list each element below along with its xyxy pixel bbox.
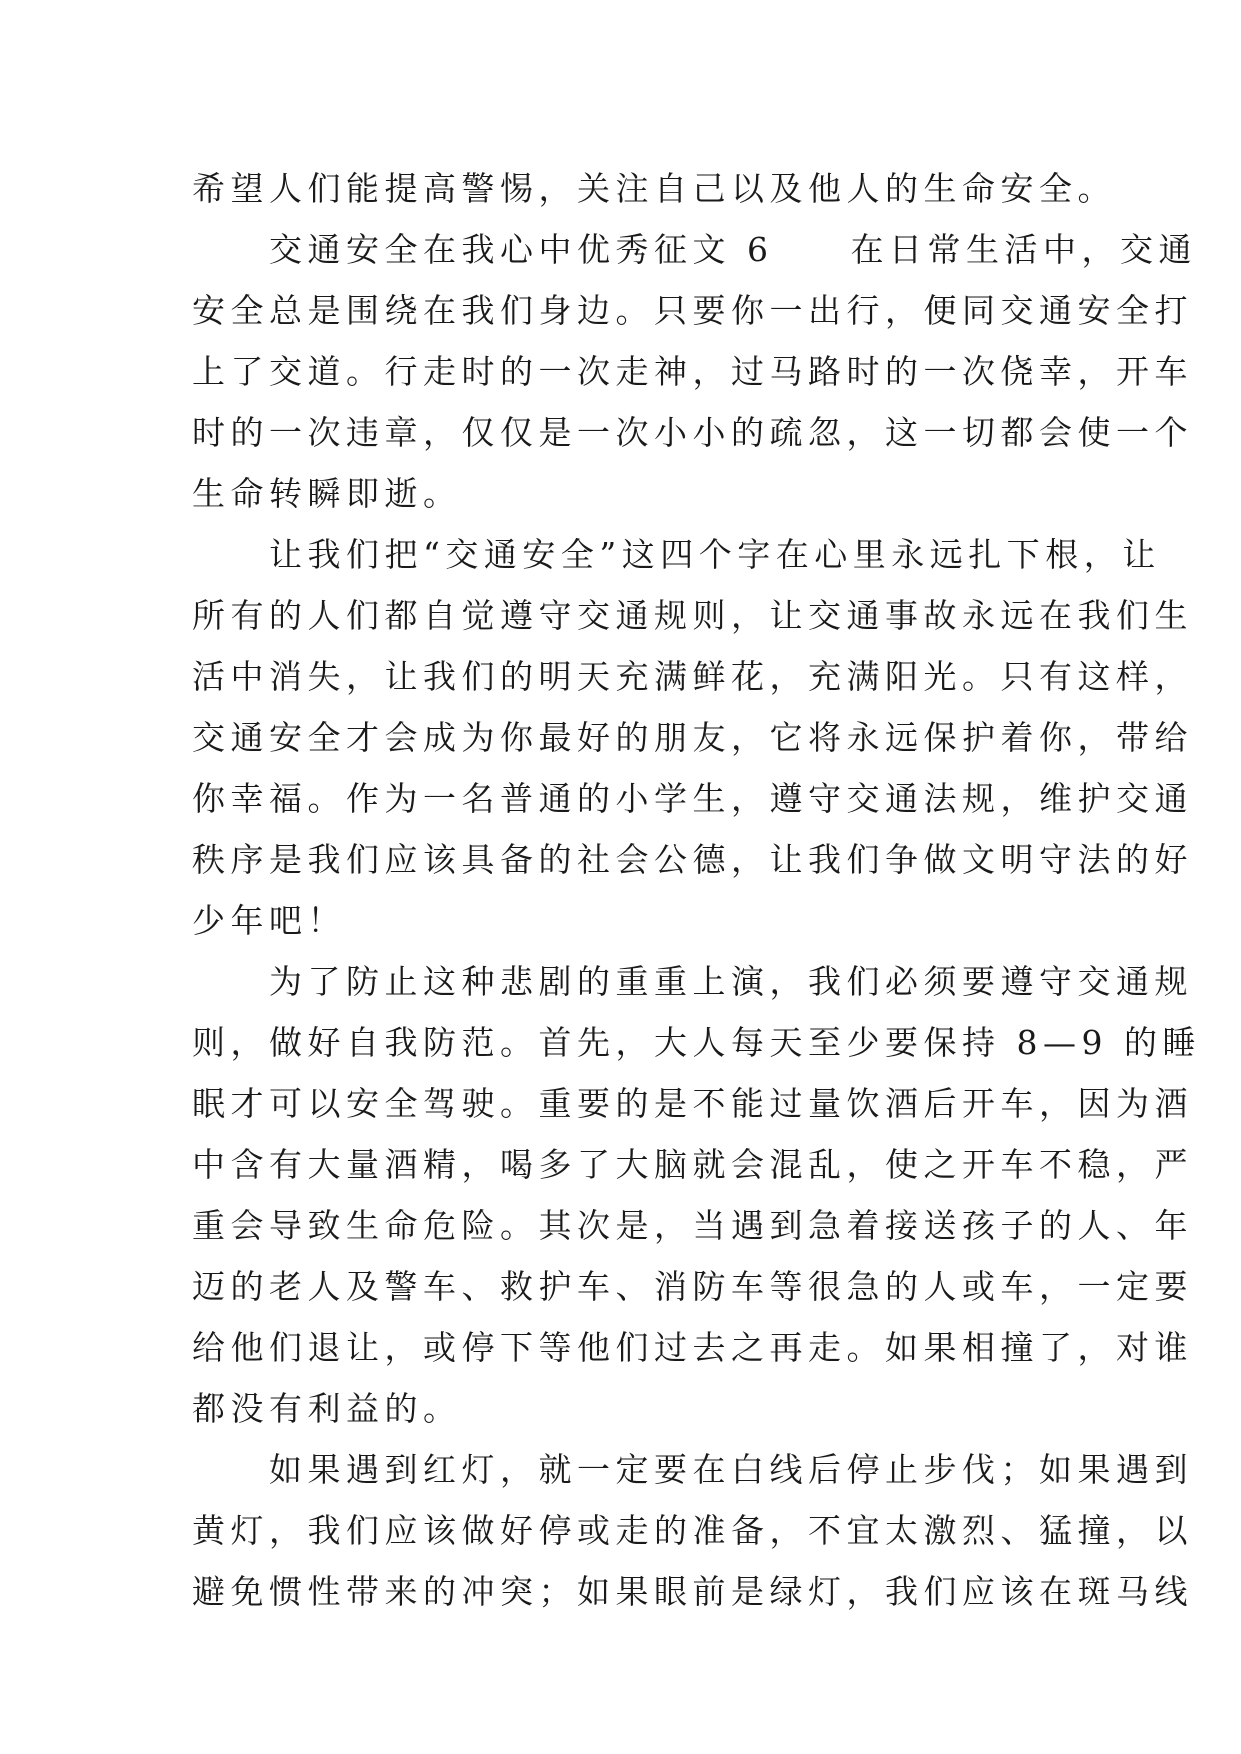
text-line: 所有的人们都自觉遵守交通规则，让交通事故永远在我们生 [192, 596, 1193, 635]
text-line: 活中消失，让我们的明天充满鲜花，充满阳光。只有这样， [192, 657, 1193, 696]
text-line: 避免惯性带来的冲突；如果眼前是绿灯，我们应该在斑马线 [192, 1572, 1193, 1611]
text-line: 中含有大量酒精，喝多了大脑就会混乱，使之开车不稳，严 [192, 1145, 1193, 1184]
text-line: 希望人们能提高警惕，关注自己以及他人的生命安全。 [192, 169, 1116, 208]
document-body [192, 158, 1201, 1622]
text-line: 交通安全才会成为你最好的朋友，它将永远保护着你，带给 [192, 718, 1193, 757]
text-line: 眠才可以安全驾驶。重要的是不能过量饮酒后开车，因为酒 [192, 1084, 1193, 1123]
text-line: 迈的老人及警车、救护车、消防车等很急的人或车，一定要 [192, 1267, 1193, 1306]
text-line: 重会导致生命危险。其次是，当遇到急着接送孩子的人、年 [192, 1206, 1193, 1245]
text-line: 生命转瞬即逝。 [192, 474, 462, 513]
text-line: 你幸福。作为一名普通的小学生，遵守交通法规，维护交通 [192, 779, 1193, 818]
text-line: 黄灯，我们应该做好停或走的准备，不宜太激烈、猛撞，以 [192, 1511, 1193, 1550]
text-line: 则，做好自我防范。首先，大人每天至少要保持 8—9 的睡 [192, 1023, 1201, 1062]
text-line: 如果遇到红灯，就一定要在白线后停止步伐；如果遇到 [192, 1450, 1193, 1489]
text-line: 秩序是我们应该具备的社会公德，让我们争做文明守法的好 [192, 840, 1193, 879]
text-line: 时的一次违章，仅仅是一次小小的疏忽，这一切都会使一个 [192, 413, 1193, 452]
text-line: 少年吧！ [192, 901, 346, 940]
text-line: 让我们把“交通安全”这四个字在心里永远扎下根，让 [192, 535, 1161, 574]
text-line: 给他们退让，或停下等他们过去之再走。如果相撞了，对谁 [192, 1328, 1193, 1367]
text-line: 为了防止这种悲剧的重重上演，我们必须要遵守交通规 [192, 962, 1193, 1001]
text-line: 安全总是围绕在我们身边。只要你一出行，便同交通安全打 [192, 291, 1193, 330]
text-line: 都没有利益的。 [192, 1389, 462, 1428]
text-line: 交通安全在我心中优秀征文 6 在日常生活中，交通 [192, 230, 1197, 269]
text-line: 上了交道。行走时的一次走神，过马路时的一次侥幸，开车 [192, 352, 1193, 391]
